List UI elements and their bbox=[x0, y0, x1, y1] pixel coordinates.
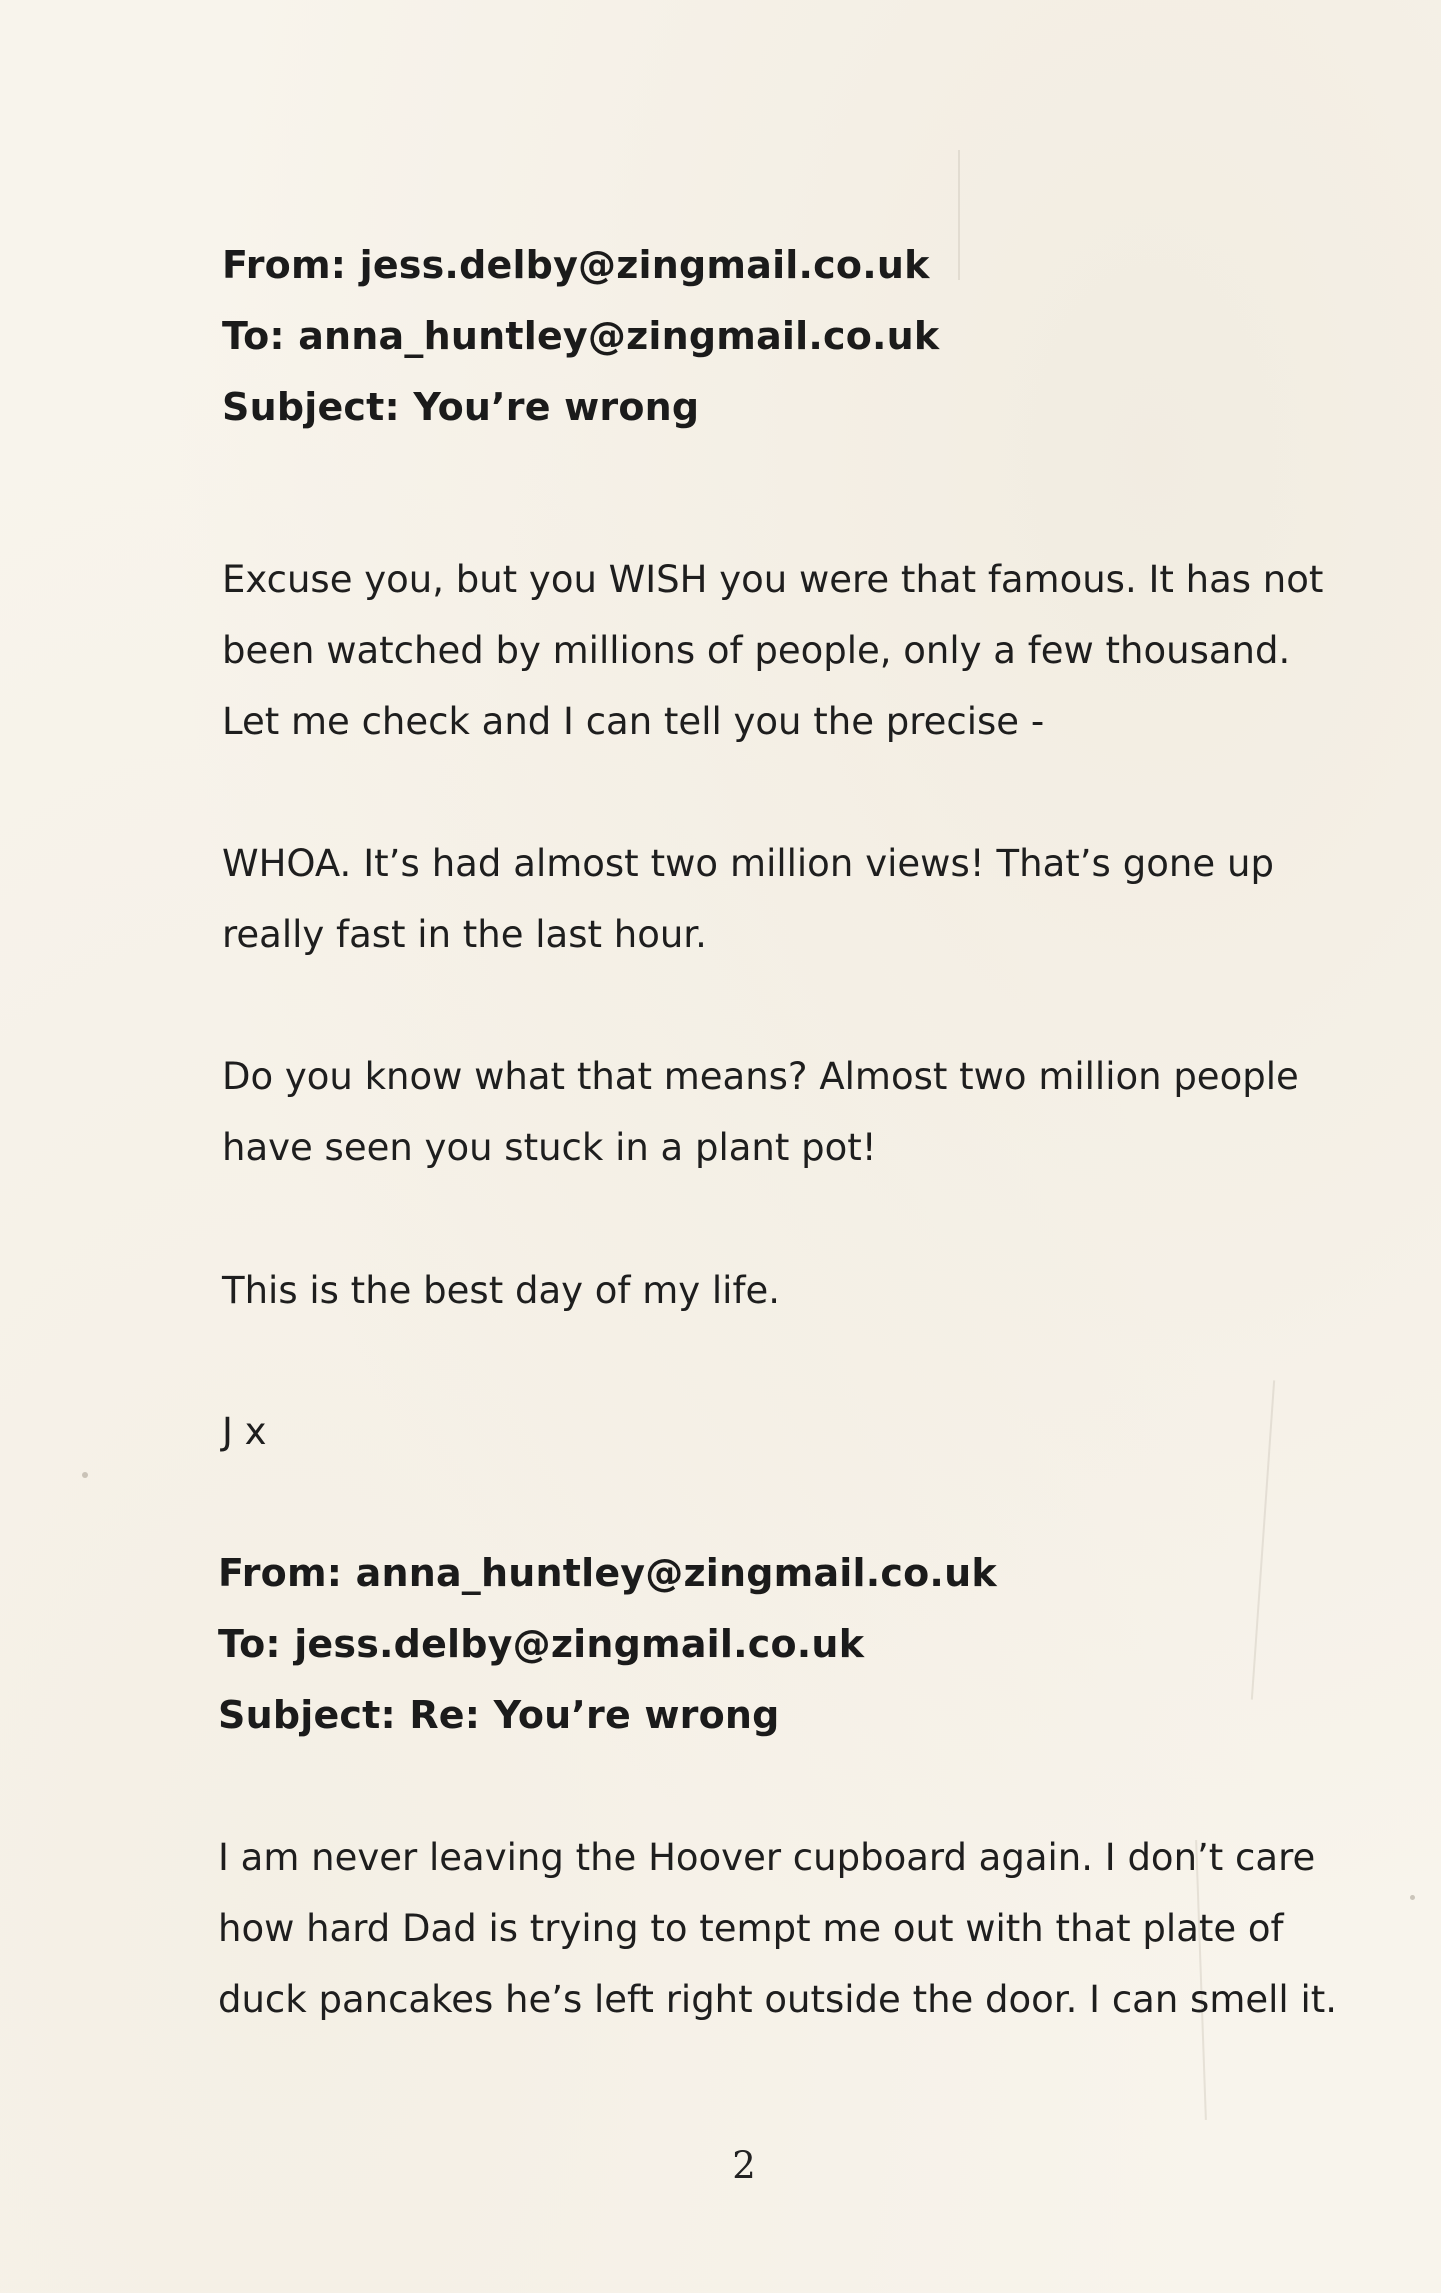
email1-paragraph bbox=[222, 828, 1274, 970]
email1-closing: This is the best day of my life. bbox=[222, 1269, 781, 1312]
body-line: have seen you stuck in a plant pot! bbox=[222, 1126, 877, 1169]
body-line: WHOA. It’s had almost two million views! That’s gone up bbox=[222, 842, 1274, 885]
body-line: I am never leaving the Hoover cupboard again. I don’t care bbox=[218, 1836, 1316, 1879]
email2-from: From: anna_huntley@zingmail.co.uk bbox=[218, 1551, 997, 1595]
paper-speck bbox=[82, 1472, 88, 1478]
email1-from: From: jess.delby@zingmail.co.uk bbox=[222, 243, 930, 287]
email1-subject: Subject: You’re wrong bbox=[222, 385, 700, 429]
email1-paragraph bbox=[222, 544, 1324, 757]
email2-paragraph bbox=[218, 1822, 1337, 2035]
body-line: really fast in the last hour. bbox=[222, 913, 707, 956]
body-line: duck pancakes he’s left right outside the door. I can smell it. bbox=[218, 1978, 1337, 2021]
email2-subject: Subject: Re: You’re wrong bbox=[218, 1693, 780, 1737]
email2-to: To: jess.delby@zingmail.co.uk bbox=[218, 1622, 865, 1666]
body-line: how hard Dad is trying to tempt me out with that plate of bbox=[218, 1907, 1284, 1950]
email1-to: To: anna_huntley@zingmail.co.uk bbox=[222, 314, 940, 358]
paper-speck bbox=[1410, 1895, 1415, 1900]
body-line: Let me check and I can tell you the precise - bbox=[222, 700, 1045, 743]
paper-crease bbox=[958, 150, 960, 280]
page-number: 2 bbox=[732, 2144, 756, 2187]
body-line: been watched by millions of people, only a few thousand. bbox=[222, 629, 1291, 672]
paper-crease bbox=[1251, 1380, 1275, 1699]
email1-signoff: J x bbox=[222, 1410, 267, 1453]
body-line: Excuse you, but you WISH you were that famous. It has not bbox=[222, 558, 1324, 601]
email1-paragraph bbox=[222, 1041, 1299, 1183]
body-line: Do you know what that means? Almost two million people bbox=[222, 1055, 1299, 1098]
